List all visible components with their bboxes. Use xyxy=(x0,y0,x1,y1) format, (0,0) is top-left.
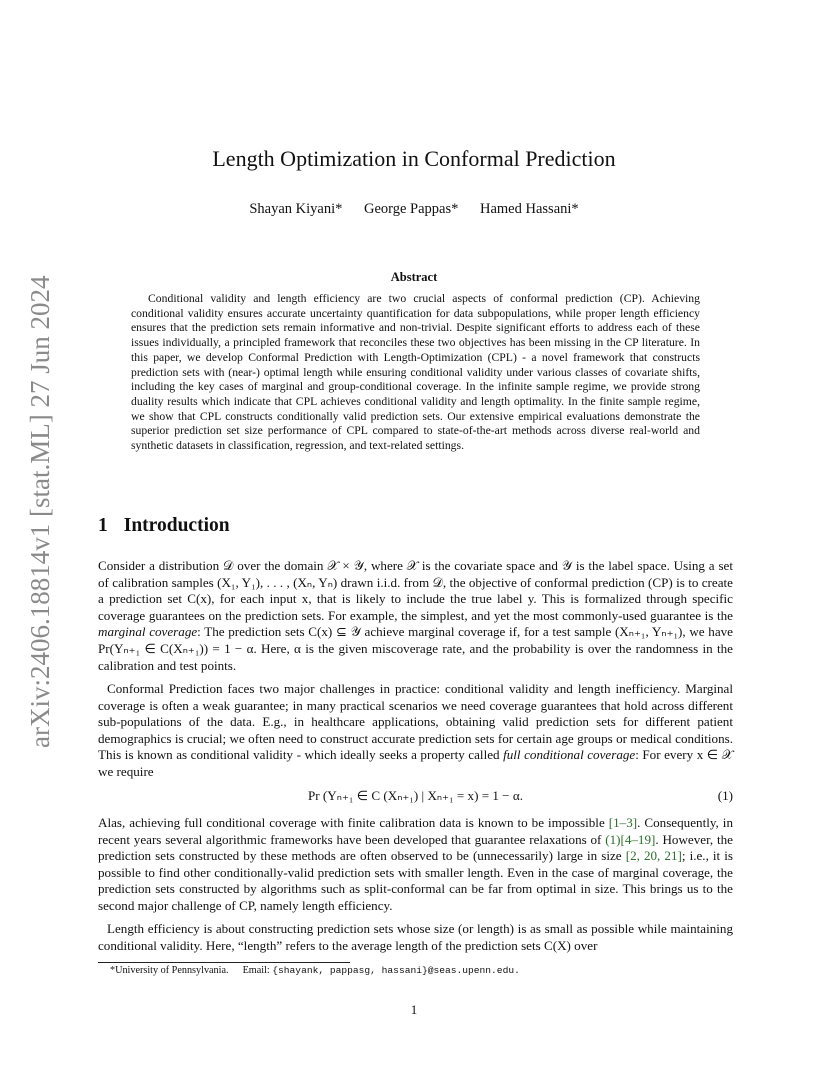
paper-title: Length Optimization in Conformal Prediction xyxy=(212,146,616,171)
equation-expression: Pr (Yₙ₊₁ ∈ C (Xₙ₊₁) | Xₙ₊₁ = x) = 1 − α. xyxy=(308,788,523,803)
emphasis-text: marginal coverage xyxy=(98,624,198,640)
citation-link[interactable]: [1–3] xyxy=(608,815,638,830)
equation-number: (1) xyxy=(717,788,733,803)
emphasis-text: full conditional coverage xyxy=(503,747,636,763)
paragraph-text: . However, the prediction sets constructed by these methods are often observed to be (unnecessarily) large in size xyxy=(98,831,733,864)
body-paragraph xyxy=(98,558,733,674)
paragraph-text: : For every x ∈ 𝒳 we require xyxy=(98,747,733,779)
footnote-email[interactable]: {shayank, pappasg, hassani}@seas.upenn.edu. xyxy=(272,965,520,976)
section-number: 1 xyxy=(98,515,108,536)
section-title: Introduction xyxy=(123,515,230,536)
citation-link[interactable]: (1)[4–19] xyxy=(605,831,656,847)
arxiv-identifier: arXiv:2406.18814v1 [stat.ML] 27 Jun 2024 xyxy=(25,275,55,748)
citation-link[interactable]: [2, 20, 21] xyxy=(625,848,682,864)
body-paragraph xyxy=(98,681,733,781)
paragraph-text: : The prediction sets C(x) ⊆ 𝒴 achieve marginal coverage if, for a test sample (Xₙ₊₁, Yₙ₊₁), we have Pr(Yₙ₊₁ ∈ C(Xₙ₊₁)) = 1 − α. Here, α is the given miscoverage rate, and the probability is over the randomness in the calibration and test points. xyxy=(98,624,733,673)
footnote-affiliation: *University of Pennsylvania. xyxy=(110,965,229,976)
paragraph-text: Consider a distribution 𝒟 over the domain 𝒳 × 𝒴, where 𝒳 is the covariate space and 𝒴 is the label space. Using a set of calibration samples (X₁, Y₁), . . . , (Xₙ, Yₙ) drawn i.i.d. from 𝒟, the objective of conformal prediction (CP) is to create a prediction set C(x), for each input x, that is likely to include the true label y. This is formalized through specific coverage guarantees on the prediction sets. For example, the simplest, and yet the most commonly-used guarantee is the xyxy=(98,558,733,623)
paragraph-text: . Consequently, in recent years several algorithmic frameworks have been developed that guarantee relaxations of xyxy=(98,815,733,847)
abstract-heading: Abstract xyxy=(390,270,438,284)
author-list xyxy=(0,201,828,218)
section-heading xyxy=(98,515,230,537)
author-name: Hamed Hassani* xyxy=(480,201,579,217)
page-number: 1 xyxy=(410,1002,418,1017)
author-name: George Pappas* xyxy=(364,201,459,217)
display-equation xyxy=(98,788,733,806)
author-name: Shayan Kiyani* xyxy=(249,201,343,217)
paragraph-text: ; i.e., it is possible to find other conditionally-valid prediction sets with smaller length. Even in the case of marginal coverage, the prediction sets constructed by algorithms such as split-conformal can be far from optimal in size. This brings us to the second major challenge of CP, namely length efficiency. xyxy=(98,848,733,913)
body-paragraph: Length efficiency is about constructing prediction sets whose size (or length) is as small as possible while maintaining conditional validity. Here, “length” refers to the average length of the prediction sets C(X) over xyxy=(98,921,733,953)
footnote-divider xyxy=(98,962,350,963)
paragraph-text: Conformal Prediction faces two major challenges in practice: conditional validity and length inefficiency. Marginal coverage is often a weak guarantee; in many practical scenarios we need coverage guarantees that hold across different sub-populations of the data. E.g., in healthcare applications, obtaining valid prediction sets for different patient demographics is crucial; we often need to construct accurate prediction sets for certain age groups or medical conditions. This is known as conditional validity - which ideally seeks a property called xyxy=(98,681,733,763)
abstract-text: Conditional validity and length efficiency are two crucial aspects of conformal prediction (CP). Achieving conditional validity ensures accurate uncertainty quantification for data subpopulations, while proper length efficiency ensures that the prediction sets remain informative and non-trivial. Despite significant efforts to address each of these issues individually, a principled framework that reconciles these two objectives has been missing in the CP literature. In this paper, we develop Conformal Prediction with Length-Optimization (CPL) - a novel framework that constructs prediction sets with (near-) optimal length while ensuring conditional validity under various classes of covariate shifts, including the key cases of marginal and group-conditional coverage. In the infinite sample regime, we provide strong duality results which indicate that CPL achieves conditional validity and length optimality. In the finite sample regime, we show that CPL constructs conditionally valid prediction sets. Our extensive empirical evaluations demonstrate the superior prediction set size performance of CPL compared to state-of-the-art methods across diverse real-world and synthetic datasets in classification, regression, and text-related settings. xyxy=(131,292,700,453)
footnote-email-label: Email: xyxy=(242,965,270,976)
footnote xyxy=(110,965,520,976)
body-paragraph xyxy=(98,815,733,915)
paragraph-text: Alas, achieving full conditional coverage with finite calibration data is known to be impossible xyxy=(98,815,609,830)
